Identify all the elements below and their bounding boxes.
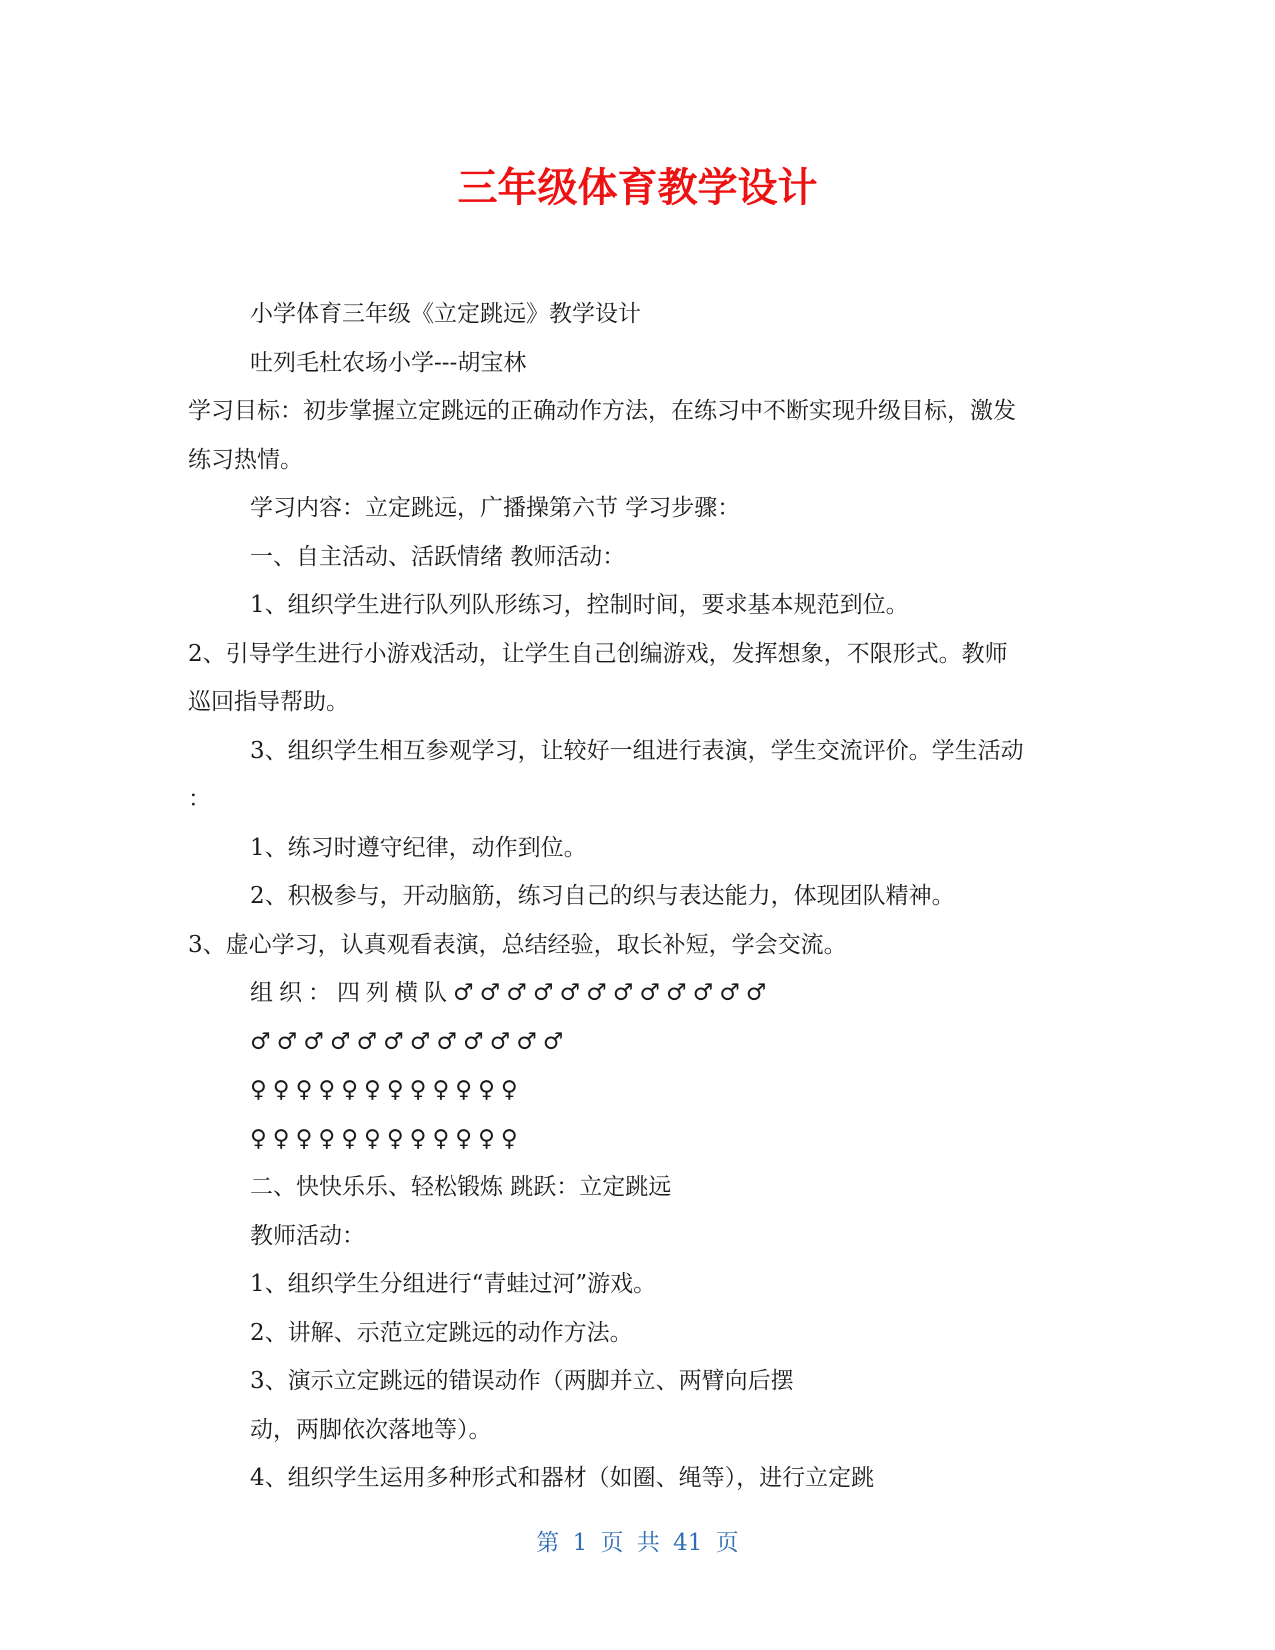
student-activity-colon: ： [188,786,211,812]
page-number-footer: 第 1 页 共 41 页 [536,1530,739,1556]
author-line: 吐列毛杜农场小学---胡宝林 [250,349,527,376]
formation-row-3: ♀♀♀♀♀♀♀♀♀♀♀♀ [250,1077,524,1103]
learning-content-line: 学习内容：立定跳远，广播操第六节 学习步骤： [250,495,741,521]
section-two-item-3-line-2: 动，两脚依次落地等）。 [250,1416,492,1443]
section-two-item-4: 4、组织学生运用多种形式和器材（如圈、绳等），进行立定跳 [250,1465,875,1491]
formation-row-4: ♀♀♀♀♀♀♀♀♀♀♀♀ [250,1125,524,1152]
formation-row-2: ♂♂♂♂♂♂♂♂♂♂♂♂ [250,1028,570,1055]
teacher-activity-label: 教师活动： [250,1222,365,1249]
section-two-item-1: 1、组织学生分组进行“青蛙过河”游戏。 [250,1271,657,1297]
document-title: 三年级体育教学设计 [457,165,818,211]
learning-goal-line-2: 练习热情。 [188,446,303,473]
section-one-heading: 一、自主活动、活跃情绪 教师活动： [250,543,626,570]
section-two-item-3-line-1: 3、演示立定跳远的错误动作（两脚并立、两臂向后摆 [250,1368,794,1394]
student-activity-item-1: 1、练习时遵守纪律，动作到位。 [250,834,587,861]
student-activity-item-3: 3、虚心学习，认真观看表演，总结经验，取长补短，学会交流。 [188,931,847,958]
teacher-activity-item-1: 1、组织学生进行队列队形练习，控制时间，要求基本规范到位。 [250,592,909,618]
section-two-heading: 二、快快乐乐、轻松锻炼 跳跃：立定跳远 [250,1174,672,1200]
section-two-item-2: 2、讲解、示范立定跳远的动作方法。 [250,1319,633,1346]
teacher-activity-item-2-line-2: 巡回指导帮助。 [188,689,349,715]
formation-row-1: 组织：四列横队♂♂♂♂♂♂♂♂♂♂♂♂ [250,980,773,1006]
lesson-heading: 小学体育三年级《立定跳远》教学设计 [250,301,641,327]
teacher-activity-item-2-line-1: 2、引导学生进行小游戏活动，让学生自己创编游戏，发挥想象，不限形式。教师 [188,640,1008,667]
learning-goal-line-1: 学习目标：初步掌握立定跳远的正确动作方法，在练习中不断实现升级目标，激发 [188,398,1016,424]
teacher-activity-item-3: 3、组织学生相互参观学习，让较好一组进行表演，学生交流评价。学生活动 [250,737,1024,764]
document-body [188,290,1088,1503]
student-activity-item-2: 2、积极参与，开动脑筋，练习自己的织与表达能力，体现团队精神。 [250,883,955,909]
